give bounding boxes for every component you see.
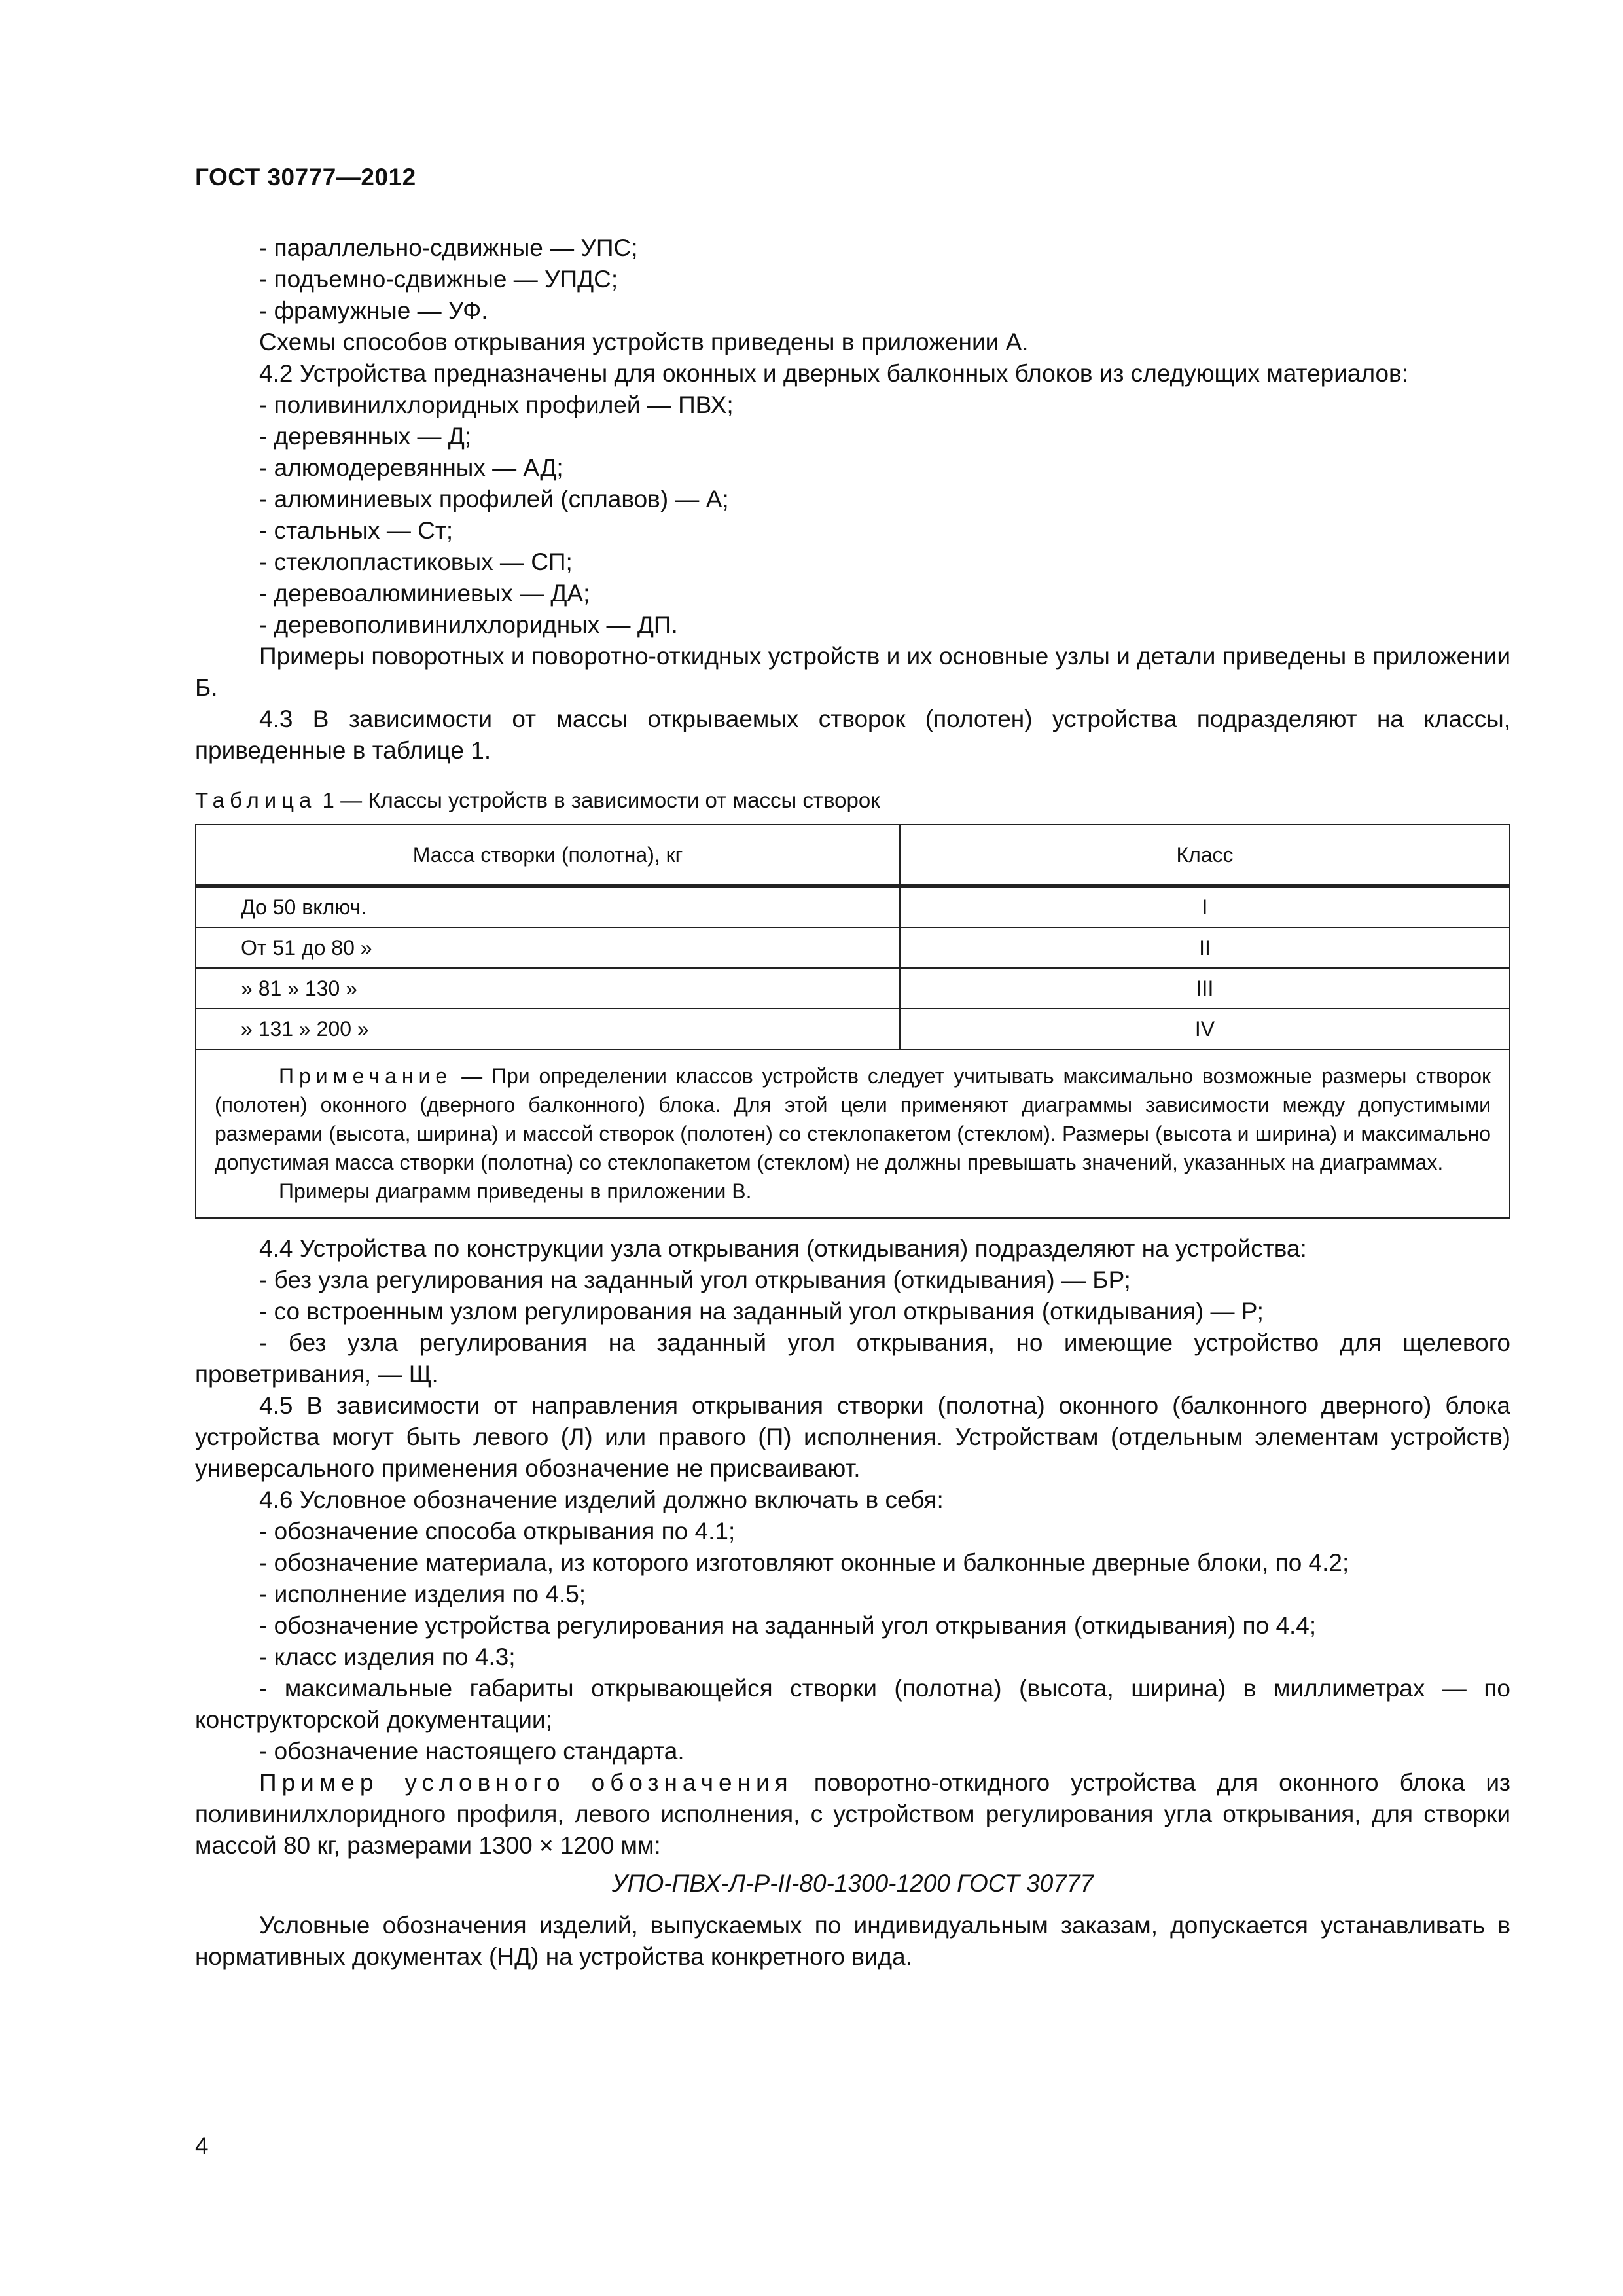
- table-note-row: [196, 1049, 1510, 1218]
- list-item: - деревоалюминиевых — ДА;: [259, 580, 590, 607]
- table-1: [195, 786, 1510, 1219]
- list-item: - стеклопластиковых — СП;: [259, 548, 573, 575]
- list-item: - параллельно-сдвижные — УПС;: [259, 234, 638, 261]
- col-header-mass: Масса створки (полотна), кг: [196, 825, 900, 886]
- list-item: - алюминиевых профилей (сплавов) — А;: [259, 486, 729, 512]
- table-row: [196, 927, 1510, 968]
- example-paragraph: [195, 1767, 1510, 1861]
- list-item: - подъемно-сдвижные — УПДС;: [259, 266, 618, 293]
- note-paragraph: [215, 1062, 1491, 1177]
- table-header-row: [196, 825, 1510, 886]
- list-item: - исполнение изделия по 4.5;: [259, 1581, 586, 1607]
- table-caption-label: Таблица: [195, 788, 317, 812]
- classes-table: [195, 824, 1510, 1219]
- cell-class: II: [900, 927, 1510, 968]
- list-item: - деревянных — Д;: [259, 423, 472, 450]
- note-text: — При определении классов устройств следует учитывать максимально возможные размеры створок (полотен) оконного (дверного балконного) блока. Для этой цели применяют диаграммы зависимости между допустимыми размерами (высота, ширина) и массой створок (полотен) со стеклопакетом (стеклом). Размеры (высота и ширина) и максимально допустимая масса створки (полотна) со стеклопакетом (стеклом) не должны превышать значений, указанных на диаграммах.: [215, 1064, 1491, 1174]
- paragraph: - максимальные габариты открывающейся створки (полотна) (высота, ширина) в миллиметрах — по конструкторской документации;: [195, 1675, 1510, 1733]
- paragraph: 4.5 В зависимости от направления открывания створки (полотна) оконного (балконного дверного) блока устройства могут быть левого (Л) или правого (П) исполнения. Устройствам (отдельным элементам устройств) универсального применения обозначение не присваивают.: [195, 1392, 1510, 1482]
- col-header-class: Класс: [900, 825, 1510, 886]
- cell-class: IV: [900, 1009, 1510, 1049]
- table-caption: [195, 786, 1510, 815]
- document-header: ГОСТ 30777—2012: [195, 164, 416, 190]
- note-label: Примечание: [279, 1064, 453, 1088]
- cell-class: III: [900, 968, 1510, 1009]
- cell-class: I: [900, 886, 1510, 928]
- example-label: Пример условного обозначения: [259, 1769, 793, 1796]
- table-row: [196, 886, 1510, 928]
- list-item: - со встроенным узлом регулирования на заданный угол открывания (откидывания) — Р;: [259, 1298, 1264, 1325]
- example-designation: УПО-ПВХ-Л-Р-II-80-1300-1200 ГОСТ 30777: [611, 1870, 1094, 1897]
- paragraph: 4.4 Устройства по конструкции узла открывания (откидывания) подразделяют на устройства:: [259, 1235, 1307, 1262]
- list-item: - поливинилхлоридных профилей — ПВХ;: [259, 391, 734, 418]
- paragraph: Схемы способов открывания устройств приведены в приложении А.: [259, 329, 1029, 355]
- cell-mass: От 51 до 80 »: [196, 927, 900, 968]
- list-item: - стальных — Ст;: [259, 517, 454, 544]
- paragraph: 4.2 Устройства предназначены для оконных и дверных балконных блоков из следующих материалов:: [259, 360, 1408, 387]
- section-bottom: [195, 1233, 1510, 1767]
- list-item: - без узла регулирования на заданный угол открывания (откидывания) — БР;: [259, 1266, 1131, 1293]
- table-row: [196, 1009, 1510, 1049]
- paragraph: Примеры поворотных и поворотно-откидных устройств и их основные узлы и детали приведены в приложении Б.: [195, 643, 1510, 701]
- table-note: [196, 1049, 1510, 1218]
- table-row: [196, 968, 1510, 1009]
- final-paragraph: Условные обозначения изделий, выпускаемых по индивидуальным заказам, допускается устанавливать в нормативных документах (НД) на устройства конкретного вида.: [195, 1912, 1510, 1970]
- paragraph: - без узла регулирования на заданный угол открывания, но имеющие устройство для щелевого проветривания, — Щ.: [195, 1329, 1510, 1388]
- paragraph: 4.3 В зависимости от массы открываемых створок (полотен) устройства подразделяют на классы, приведенные в таблице 1.: [195, 706, 1510, 764]
- list-item: - обозначение настоящего стандарта.: [259, 1738, 685, 1765]
- section-top: [195, 232, 1510, 766]
- cell-mass: » 131 » 200 »: [196, 1009, 900, 1049]
- page-number: 4: [195, 2132, 209, 2159]
- list-item: - фрамужные — УФ.: [259, 297, 488, 324]
- table-caption-text: 1 — Классы устройств в зависимости от массы створок: [316, 788, 880, 812]
- list-item: - алюмодеревянных — АД;: [259, 454, 563, 481]
- cell-mass: До 50 включ.: [196, 886, 900, 928]
- cell-mass: » 81 » 130 »: [196, 968, 900, 1009]
- list-item: - класс изделия по 4.3;: [259, 1643, 516, 1670]
- list-item: - обозначение способа открывания по 4.1;: [259, 1518, 736, 1545]
- list-item: - обозначение материала, из которого изготовляют оконные и балконные дверные блоки, по 4.2;: [259, 1549, 1349, 1576]
- list-item: - обозначение устройства регулирования на заданный угол открывания (откидывания) по 4.4;: [259, 1612, 1317, 1639]
- paragraph: 4.6 Условное обозначение изделий должно включать в себя:: [259, 1486, 944, 1513]
- example-text: поворотно-откидного устройства для оконного блока из поливинилхлоридного профиля, левого исполнения, с устройством регулирования угла открывания, для створки массой 80 кг, размерами 1300 × 1200 мм:: [195, 1769, 1510, 1859]
- page-content: [195, 232, 1510, 1973]
- note-paragraph-2: Примеры диаграмм приведены в приложении В.: [279, 1179, 752, 1203]
- list-item: - деревополивинилхлоридных — ДП.: [259, 611, 678, 638]
